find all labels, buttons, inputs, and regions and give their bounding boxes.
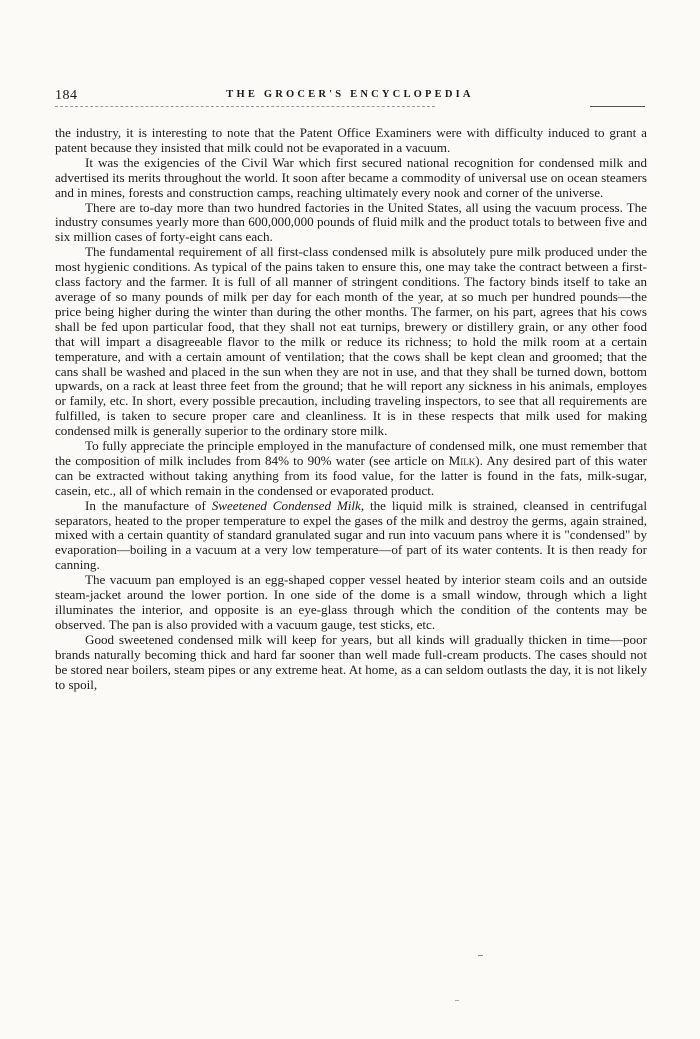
- paragraph-7: The vacuum pan employed is an egg-shaped copper vessel heated by interior steam coils and an outside steam-jacket around the lower portion. In one side of the dome is a small window, through which a light illuminates the interior, and opposite is an eye-glass through which the condition of the contents may be observed. The pan is also provided with a vacuum gauge, test sticks, etc.: [55, 572, 647, 632]
- paragraph-6-pre: In the manufacture of: [85, 497, 212, 513]
- body-text: [55, 126, 647, 692]
- header-rule-right: [590, 106, 645, 107]
- page-number: 184: [55, 88, 78, 103]
- paragraph-3: There are to-day more than two hundred factories in the United States, all using the vacuum process. The industry consumes yearly more than 600,000,000 pounds of fluid milk and the product totals to between five and six million cases of forty-eight cans each.: [55, 199, 647, 245]
- paragraph-5-pre: To fully appreciate the principle employed in the manufacture of condensed milk, one must remember that the composition of milk includes from 84% to 90% water (see article on: [55, 438, 647, 468]
- paragraph-6-post: the liquid milk is strained, cleansed in centrifugal separators, heated to the proper temperature to expel the gases of the milk and destroy the germs, again strained, mixed with a certain quantity of standard granulated sugar and run into vacuum pans where it is "condensed" by evaporation—boiling in a vacuum at a very low temperature—of part of its water contents. It is then ready for canning.: [55, 497, 647, 573]
- paragraph-5: [55, 439, 647, 499]
- sweetened-condensed-milk-term: Sweetened Condensed Milk,: [211, 497, 365, 513]
- paragraph-6: [55, 499, 647, 574]
- paragraph-5-post: ). Any desired part of this water can be extracted without taking anything from its food value, for the latter is found in the fats, milk-sugar, casein, etc., all of which remain in the condensed or evaporated product.: [55, 452, 647, 498]
- paragraph-1: the industry, it is interesting to note that the Patent Office Examiners were with difficulty induced to grant a patent because they insisted that milk could not be evaporated in a vacuum.: [55, 125, 647, 155]
- running-title: THE GROCER'S ENCYCLOPEDIA: [226, 89, 474, 100]
- print-speck: [478, 955, 483, 956]
- print-speck: [455, 1000, 459, 1001]
- page-header: [55, 88, 645, 108]
- paragraph-4: The fundamental requirement of all first-class condensed milk is absolutely pure milk produced under the most hygienic conditions. As typical of the pains taken to ensure this, one may take the contract between a first-class factory and the farmer. It is full of all manner of stringent conditions. The factory binds itself to take an average of so many pounds of milk per day for each month of the year, at so much per hundred pounds—the price being higher during the winter than during the other months. The farmer, on his part, agrees that his cows shall be fed upon particular food, that they shall not eat turnips, brewery or distillery grain, or any other food that will impart a disagreeable flavor to the milk or reduce its richness; to hold the milk room at a certain temperature, and with a certain amount of ventilation; that the cows shall be kept clean and groomed; that the cans shall be washed and placed in the sun when they are not in use, and that they shall be turned down, bottom upwards, on a rack at least three feet from the ground; that he will report any sickness in his animals, employes or family, etc. In short, every possible precaution, including traveling inspectors, to see that all requirements are fulfilled, is taken to secure proper care and cleanliness. It is in these respects that milk used for making condensed milk is generally superior to the ordinary store milk.: [55, 244, 647, 439]
- paragraph-8: Good sweetened condensed milk will keep for years, but all kinds will gradually thicken in time—poor brands naturally becoming thick and hard far sooner than well made full-cream products. The cases should not be stored near boilers, steam pipes or any extreme heat. At home, as a can seldom outlasts the day, it is not likely to spoil,: [55, 631, 647, 692]
- milk-article-reference: Milk: [448, 452, 476, 468]
- paragraph-2: It was the exigencies of the Civil War which first secured national recognition for condensed milk and advertised its merits throughout the world. It soon after became a commodity of universal use on ocean steamers and in mines, forests and construction camps, reaching ultimately every nook and corner of the universe.: [55, 154, 647, 200]
- header-rule-left: [55, 106, 435, 107]
